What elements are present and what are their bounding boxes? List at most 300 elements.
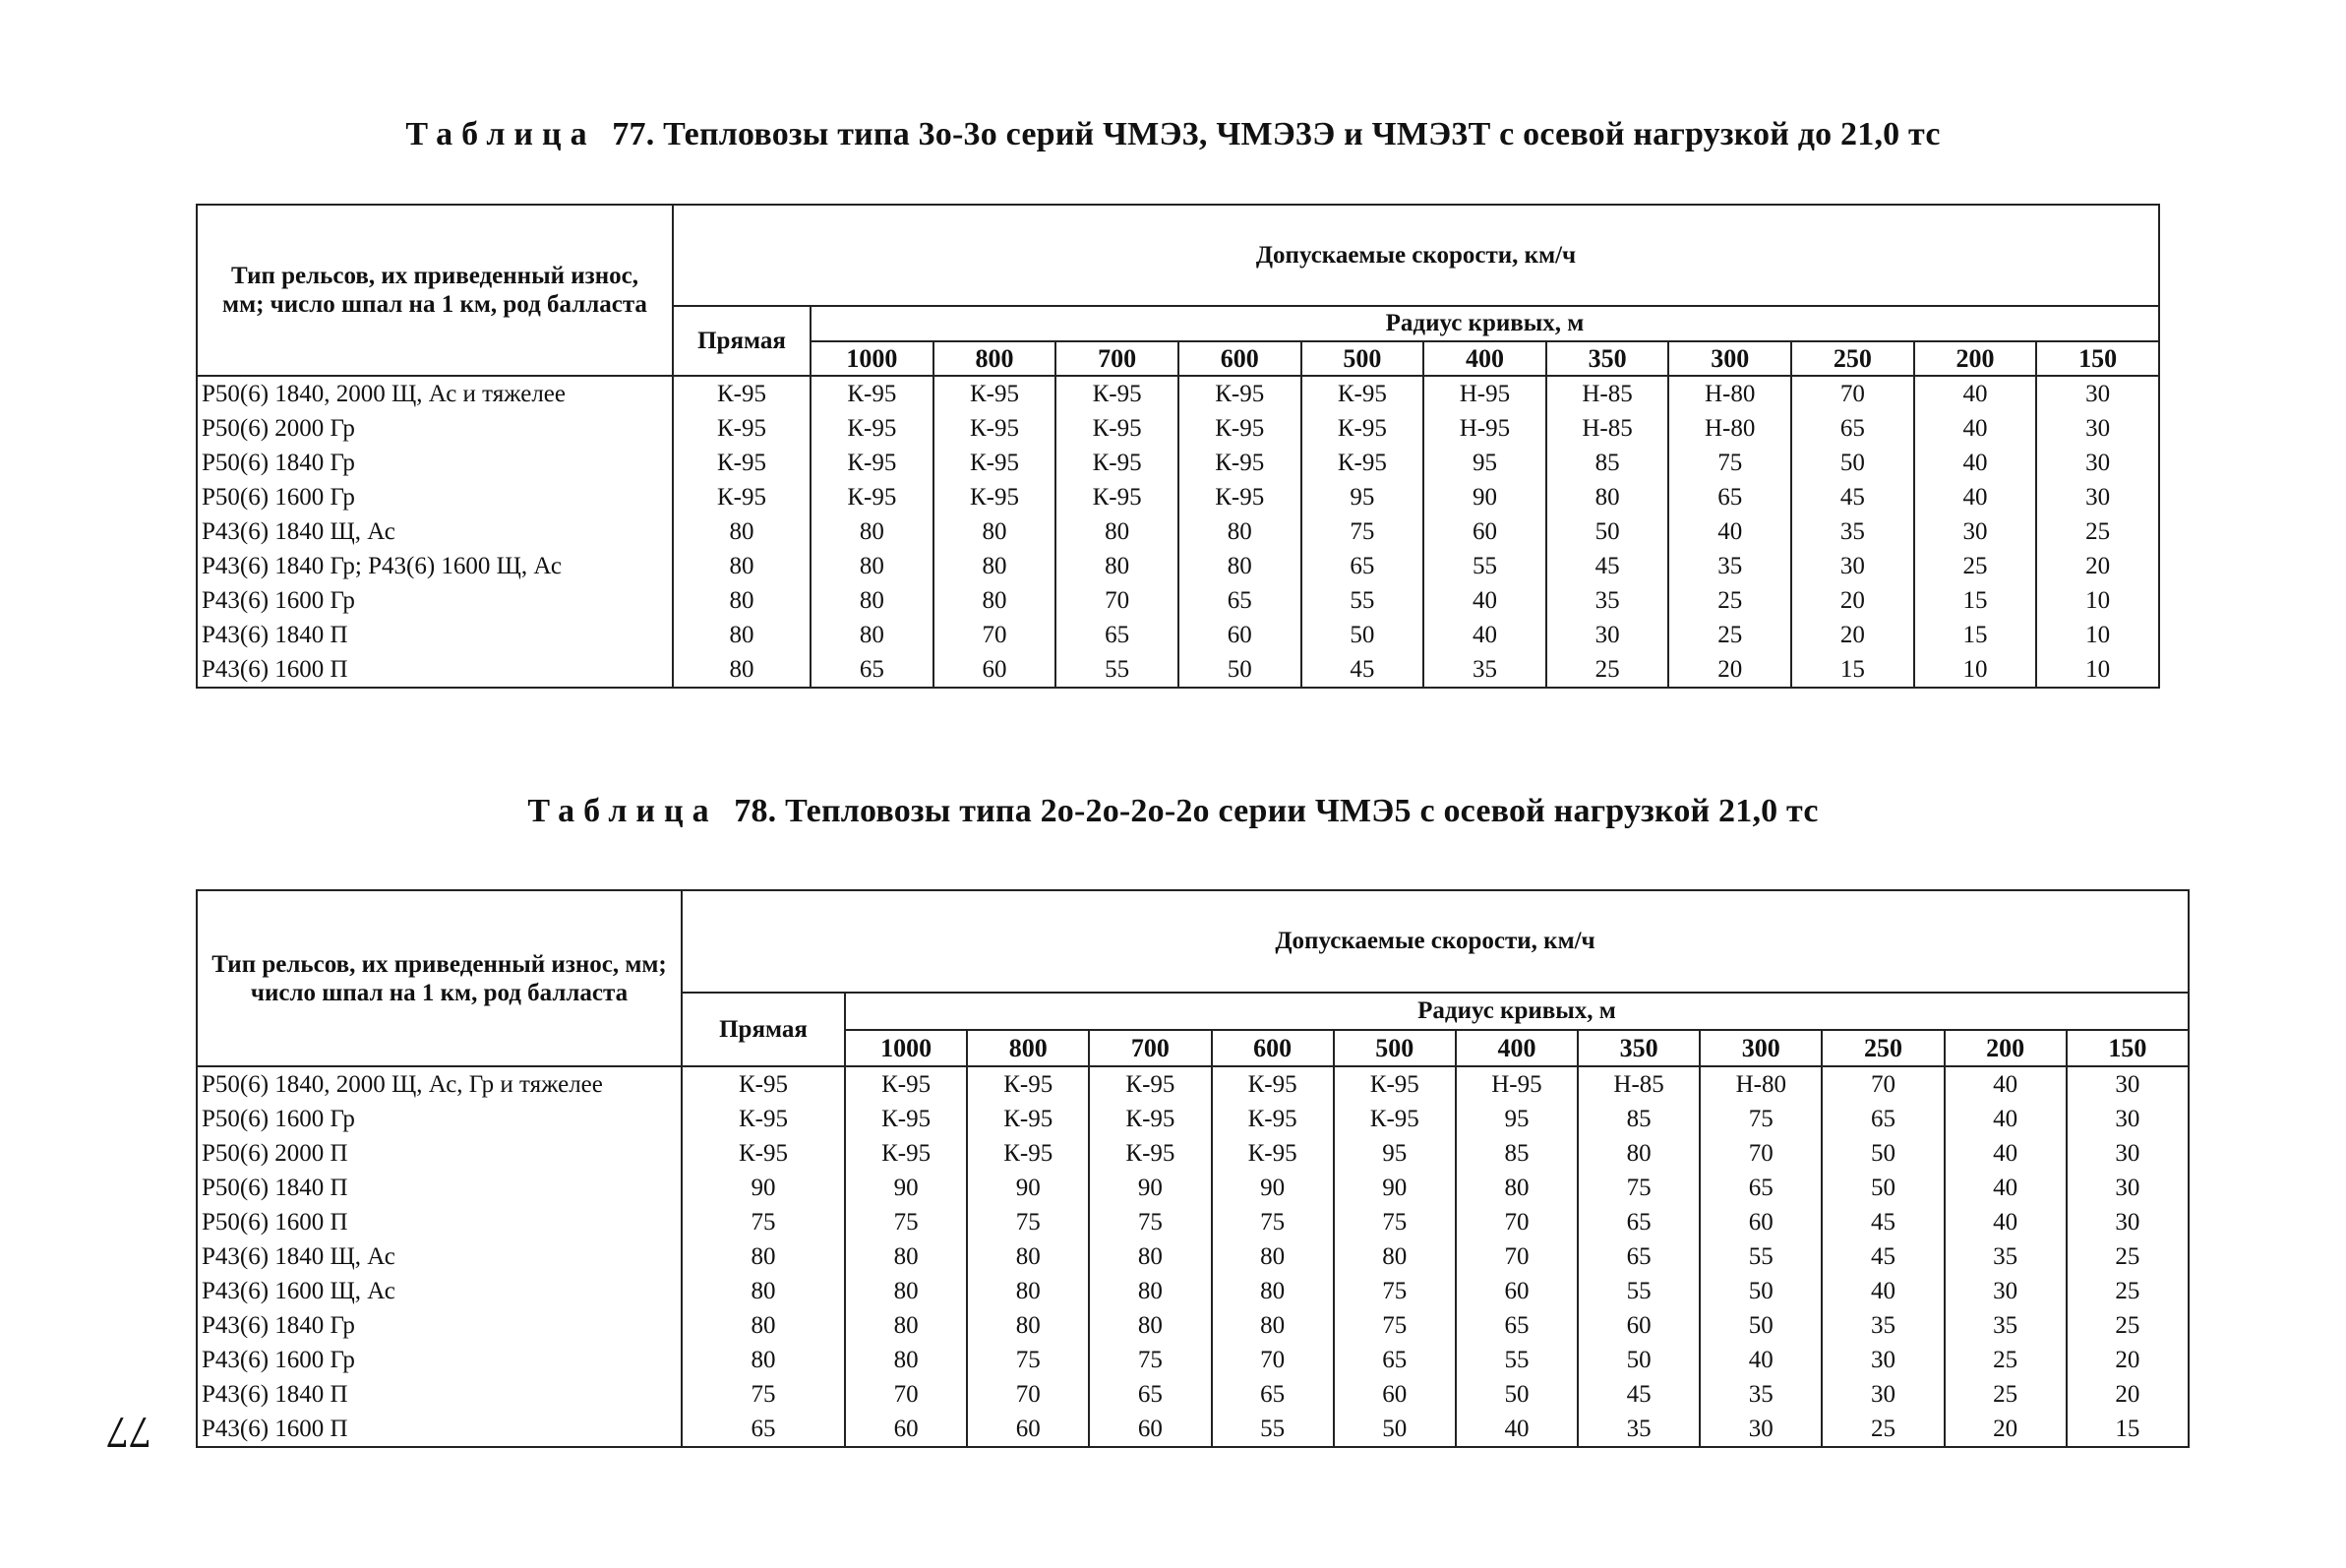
- curve-speed-cell: 75: [1700, 1102, 1822, 1136]
- rail-type-cell: Р43(6) 1840 Гр; Р43(6) 1600 Щ, Ас: [197, 549, 673, 583]
- caption-text: 78. Тепловозы типа 2о-2о-2о-2о серии ЧМЭ5 с осевой нагрузкой 21,0 тс: [734, 793, 1819, 829]
- radius-value: 400: [1423, 341, 1546, 376]
- curve-speed-cell: 35: [1945, 1308, 2067, 1343]
- curve-speed-cell: 80: [967, 1308, 1089, 1343]
- curve-speed-cell: 40: [1914, 376, 2037, 411]
- table-row: [197, 1308, 2189, 1343]
- curve-speed-cell: 95: [1334, 1136, 1456, 1171]
- curve-speed-cell: 70: [1822, 1066, 1944, 1102]
- curve-speed-cell: 30: [2036, 376, 2159, 411]
- straight-speed-cell: 80: [682, 1239, 845, 1274]
- rail-type-cell: Р50(6) 1600 П: [197, 1205, 682, 1239]
- curve-speed-cell: 80: [1089, 1274, 1211, 1308]
- caption-label: Таблица: [527, 793, 718, 829]
- table-row: [197, 1274, 2189, 1308]
- rail-type-cell: Р50(6) 2000 Гр: [197, 411, 673, 446]
- curve-speed-cell: 80: [1334, 1239, 1456, 1274]
- curve-speed-cell: 85: [1578, 1102, 1700, 1136]
- curve-speed-cell: 65: [1334, 1343, 1456, 1377]
- curve-speed-cell: 70: [1456, 1205, 1578, 1239]
- curve-speed-cell: 55: [1212, 1412, 1334, 1447]
- curve-speed-cell: 80: [811, 583, 933, 618]
- rail-type-cell: Р43(6) 1840 П: [197, 1377, 682, 1412]
- curve-speed-cell: 65: [811, 652, 933, 688]
- curve-speed-cell: 50: [1791, 446, 1914, 480]
- rail-type-cell: Р50(6) 1600 Гр: [197, 480, 673, 514]
- curve-speed-cell: 30: [1546, 618, 1669, 652]
- table-row: [197, 1102, 2189, 1136]
- rail-type-cell: Р43(6) 1600 Щ, Ас: [197, 1274, 682, 1308]
- curve-speed-cell: 60: [845, 1412, 967, 1447]
- allowed-speeds-header: Допускаемые скорости, км/ч: [682, 890, 2189, 993]
- table-row: [197, 618, 2159, 652]
- curve-speed-cell: 85: [1546, 446, 1669, 480]
- curve-speed-cell: 20: [1945, 1412, 2067, 1447]
- table-row: [197, 514, 2159, 549]
- curve-speed-cell: К-95: [1178, 411, 1301, 446]
- curve-speed-cell: К-95: [933, 446, 1056, 480]
- curve-speed-cell: 75: [845, 1205, 967, 1239]
- radius-value: 400: [1456, 1030, 1578, 1066]
- curve-speed-cell: 85: [1456, 1136, 1578, 1171]
- table-row: [197, 1412, 2189, 1447]
- curve-speed-cell: 65: [1578, 1205, 1700, 1239]
- curve-speed-cell: 80: [845, 1239, 967, 1274]
- curve-speed-cell: 30: [2036, 480, 2159, 514]
- curve-speed-cell: К-95: [1301, 446, 1424, 480]
- curve-speed-cell: Н-95: [1456, 1066, 1578, 1102]
- straight-speed-cell: 80: [682, 1343, 845, 1377]
- curve-speed-cell: 40: [1945, 1205, 2067, 1239]
- curve-speed-cell: К-95: [1334, 1102, 1456, 1136]
- curve-speed-cell: 50: [1822, 1136, 1944, 1171]
- curve-speed-cell: К-95: [1055, 376, 1178, 411]
- curve-speed-cell: 30: [2067, 1066, 2189, 1102]
- table-row: [197, 652, 2159, 688]
- curve-speed-cell: 40: [1945, 1066, 2067, 1102]
- curve-speed-cell: К-95: [1334, 1066, 1456, 1102]
- curve-speed-cell: 30: [1822, 1377, 1944, 1412]
- curve-speed-cell: К-95: [1055, 446, 1178, 480]
- curve-speed-cell: 80: [1578, 1136, 1700, 1171]
- straight-speed-cell: 80: [673, 549, 811, 583]
- rail-type-cell: Р43(6) 1600 Гр: [197, 1343, 682, 1377]
- curve-speed-cell: 75: [1334, 1308, 1456, 1343]
- curve-speed-cell: 80: [1456, 1171, 1578, 1205]
- curve-speed-cell: 35: [1668, 549, 1791, 583]
- curve-speed-cell: К-95: [845, 1102, 967, 1136]
- radius-value: 600: [1212, 1030, 1334, 1066]
- curve-speed-cell: 75: [1578, 1171, 1700, 1205]
- straight-speed-cell: К-95: [673, 480, 811, 514]
- curve-speed-cell: 30: [1700, 1412, 1822, 1447]
- curve-speed-cell: 65: [1822, 1102, 1944, 1136]
- rail-type-header: Тип рельсов, их приведенный износ, мм; число шпал на 1 км, род балласта: [197, 205, 673, 376]
- curve-speed-cell: 25: [1546, 652, 1669, 688]
- curve-speed-cell: 30: [2067, 1136, 2189, 1171]
- curve-speed-cell: 80: [967, 1274, 1089, 1308]
- curve-speed-cell: 75: [1334, 1205, 1456, 1239]
- radius-value: 800: [967, 1030, 1089, 1066]
- curve-speed-cell: 45: [1578, 1377, 1700, 1412]
- curve-speed-cell: 60: [1456, 1274, 1578, 1308]
- curve-speed-cell: 65: [1668, 480, 1791, 514]
- curve-speed-cell: 90: [845, 1171, 967, 1205]
- radius-value: 700: [1089, 1030, 1211, 1066]
- straight-speed-cell: 80: [673, 652, 811, 688]
- curve-speed-cell: 80: [1212, 1274, 1334, 1308]
- radius-value: 150: [2067, 1030, 2189, 1066]
- table-row: [197, 1171, 2189, 1205]
- table-row: [197, 1239, 2189, 1274]
- curve-speed-cell: 65: [1055, 618, 1178, 652]
- table-77-caption: [0, 116, 2346, 153]
- curve-speed-cell: 40: [1945, 1102, 2067, 1136]
- curve-speed-cell: 15: [1914, 583, 2037, 618]
- radius-value: 1000: [845, 1030, 967, 1066]
- curve-speed-cell: 45: [1822, 1205, 1944, 1239]
- caption-label: Таблица: [405, 116, 596, 152]
- curve-speed-cell: Н-95: [1423, 411, 1546, 446]
- curve-speed-cell: 95: [1423, 446, 1546, 480]
- curve-speed-cell: 65: [1578, 1239, 1700, 1274]
- curve-speed-cell: К-95: [1178, 376, 1301, 411]
- straight-speed-cell: 80: [673, 514, 811, 549]
- curve-speed-cell: 45: [1822, 1239, 1944, 1274]
- curve-speed-cell: 70: [967, 1377, 1089, 1412]
- curve-speed-cell: Н-95: [1423, 376, 1546, 411]
- table-row: [197, 376, 2159, 411]
- rail-type-cell: Р43(6) 1840 Щ, Ас: [197, 1239, 682, 1274]
- radius-value: 700: [1055, 341, 1178, 376]
- curve-speed-cell: К-95: [1301, 376, 1424, 411]
- radius-value: 350: [1578, 1030, 1700, 1066]
- curve-speed-cell: 30: [2067, 1171, 2189, 1205]
- straight-speed-cell: К-95: [682, 1102, 845, 1136]
- curve-speed-cell: К-95: [811, 480, 933, 514]
- curve-speed-cell: 20: [2036, 549, 2159, 583]
- curve-speed-cell: 70: [1212, 1343, 1334, 1377]
- curve-speed-cell: 30: [2067, 1205, 2189, 1239]
- page-number: 77: [106, 1408, 151, 1458]
- curve-speed-cell: К-95: [933, 411, 1056, 446]
- curve-speed-cell: 30: [1822, 1343, 1944, 1377]
- straight-speed-cell: 80: [673, 618, 811, 652]
- table-row: [197, 1377, 2189, 1412]
- curve-speed-cell: 70: [933, 618, 1056, 652]
- table-row: [197, 1066, 2189, 1102]
- curve-speed-cell: 75: [1212, 1205, 1334, 1239]
- table-row: [197, 1343, 2189, 1377]
- rail-type-cell: Р50(6) 1840, 2000 Щ, Ас, Гр и тяжелее: [197, 1066, 682, 1102]
- curve-speed-cell: К-95: [1089, 1136, 1211, 1171]
- rail-type-cell: Р50(6) 1840, 2000 Щ, Ас и тяжелее: [197, 376, 673, 411]
- straight-speed-cell: 80: [682, 1308, 845, 1343]
- curve-speed-cell: К-95: [1178, 480, 1301, 514]
- rail-type-cell: Р50(6) 1600 Гр: [197, 1102, 682, 1136]
- radius-value: 500: [1334, 1030, 1456, 1066]
- curve-speed-cell: К-95: [933, 376, 1056, 411]
- curve-speed-cell: 80: [811, 549, 933, 583]
- curve-speed-cell: 10: [2036, 652, 2159, 688]
- curve-speed-cell: 80: [1178, 514, 1301, 549]
- rail-type-cell: Р43(6) 1600 П: [197, 1412, 682, 1447]
- curve-speed-cell: 60: [1178, 618, 1301, 652]
- radius-value: 1000: [811, 341, 933, 376]
- rail-type-cell: Р50(6) 1840 П: [197, 1171, 682, 1205]
- curve-speed-cell: 50: [1456, 1377, 1578, 1412]
- curve-speed-cell: 25: [1945, 1343, 2067, 1377]
- curve-speed-cell: 90: [967, 1171, 1089, 1205]
- curve-speed-cell: 75: [1089, 1343, 1211, 1377]
- straight-speed-cell: 75: [682, 1377, 845, 1412]
- curve-speed-cell: 15: [2067, 1412, 2189, 1447]
- allowed-speeds-header: Допускаемые скорости, км/ч: [673, 205, 2159, 306]
- radius-value: 800: [933, 341, 1056, 376]
- curve-speed-cell: Н-85: [1546, 411, 1669, 446]
- curve-speed-cell: К-95: [1212, 1136, 1334, 1171]
- curve-speed-cell: К-95: [967, 1136, 1089, 1171]
- curve-speed-cell: 50: [1301, 618, 1424, 652]
- curve-speed-cell: К-95: [845, 1136, 967, 1171]
- curve-speed-cell: 65: [1178, 583, 1301, 618]
- curve-speed-cell: К-95: [1055, 480, 1178, 514]
- straight-speed-cell: 90: [682, 1171, 845, 1205]
- curve-speed-cell: 80: [845, 1308, 967, 1343]
- curve-speed-cell: 35: [1791, 514, 1914, 549]
- curve-speed-cell: 40: [1423, 583, 1546, 618]
- curve-speed-cell: К-95: [1212, 1066, 1334, 1102]
- curve-speed-cell: 60: [1334, 1377, 1456, 1412]
- speed-table-77: [196, 204, 2160, 689]
- rail-type-cell: Р43(6) 1600 Гр: [197, 583, 673, 618]
- curve-speed-cell: 55: [1700, 1239, 1822, 1274]
- straight-speed-cell: 65: [682, 1412, 845, 1447]
- speed-table-78: [196, 889, 2190, 1448]
- curve-speed-cell: 30: [1914, 514, 2037, 549]
- curve-speed-cell: К-95: [1212, 1102, 1334, 1136]
- table-78-caption: [0, 793, 2346, 830]
- curve-speed-cell: 80: [811, 514, 933, 549]
- rail-type-header: Тип рельсов, их приведенный износ, мм; число шпал на 1 км, род балласта: [197, 890, 682, 1066]
- curve-speed-cell: 35: [1700, 1377, 1822, 1412]
- table-row: [197, 480, 2159, 514]
- curve-speed-cell: 50: [1178, 652, 1301, 688]
- curve-speed-cell: 65: [1456, 1308, 1578, 1343]
- curve-speed-cell: 75: [967, 1343, 1089, 1377]
- curve-speed-cell: 45: [1301, 652, 1424, 688]
- curve-speed-cell: 50: [1700, 1308, 1822, 1343]
- curve-speed-cell: 50: [1578, 1343, 1700, 1377]
- curve-speed-cell: 50: [1700, 1274, 1822, 1308]
- curve-speed-cell: К-95: [1089, 1102, 1211, 1136]
- curve-speed-cell: 25: [2067, 1239, 2189, 1274]
- curve-speed-cell: 80: [1212, 1308, 1334, 1343]
- curve-speed-cell: К-95: [811, 446, 933, 480]
- curve-speed-cell: К-95: [1178, 446, 1301, 480]
- curve-speed-cell: 55: [1456, 1343, 1578, 1377]
- table-body: [197, 1066, 2189, 1447]
- rail-type-cell: Р50(6) 1840 Гр: [197, 446, 673, 480]
- curve-speed-cell: 70: [845, 1377, 967, 1412]
- curve-speed-cell: 35: [1546, 583, 1669, 618]
- straight-speed-cell: К-95: [673, 411, 811, 446]
- curve-speed-cell: 50: [1334, 1412, 1456, 1447]
- curve-speed-cell: 80: [1546, 480, 1669, 514]
- curve-radius-header: Радиус кривых, м: [845, 993, 2189, 1030]
- table-row: [197, 1205, 2189, 1239]
- curve-speed-cell: 40: [1914, 411, 2037, 446]
- curve-speed-cell: 80: [845, 1274, 967, 1308]
- curve-speed-cell: 80: [811, 618, 933, 652]
- curve-speed-cell: 75: [967, 1205, 1089, 1239]
- radius-value: 200: [1914, 341, 2037, 376]
- curve-speed-cell: 80: [1089, 1239, 1211, 1274]
- curve-speed-cell: 70: [1791, 376, 1914, 411]
- curve-speed-cell: 90: [1212, 1171, 1334, 1205]
- curve-speed-cell: 80: [967, 1239, 1089, 1274]
- radius-value: 200: [1945, 1030, 2067, 1066]
- curve-speed-cell: 80: [845, 1343, 967, 1377]
- curve-speed-cell: К-95: [933, 480, 1056, 514]
- curve-speed-cell: 50: [1546, 514, 1669, 549]
- curve-speed-cell: Н-85: [1578, 1066, 1700, 1102]
- curve-speed-cell: 35: [1578, 1412, 1700, 1447]
- curve-speed-cell: 20: [2067, 1377, 2189, 1412]
- curve-speed-cell: 80: [1178, 549, 1301, 583]
- straight-speed-cell: 75: [682, 1205, 845, 1239]
- curve-speed-cell: 70: [1700, 1136, 1822, 1171]
- curve-speed-cell: 40: [1700, 1343, 1822, 1377]
- curve-speed-cell: 60: [1423, 514, 1546, 549]
- curve-speed-cell: 15: [1914, 618, 2037, 652]
- curve-speed-cell: 45: [1546, 549, 1669, 583]
- curve-speed-cell: 25: [2067, 1274, 2189, 1308]
- curve-speed-cell: К-95: [811, 411, 933, 446]
- curve-speed-cell: 60: [967, 1412, 1089, 1447]
- curve-speed-cell: Н-80: [1668, 411, 1791, 446]
- radius-value: 500: [1301, 341, 1424, 376]
- radius-value: 250: [1822, 1030, 1944, 1066]
- curve-speed-cell: 10: [2036, 583, 2159, 618]
- curve-speed-cell: 55: [1578, 1274, 1700, 1308]
- curve-speed-cell: 80: [933, 514, 1056, 549]
- straight-speed-cell: К-95: [673, 446, 811, 480]
- straight-speed-cell: К-95: [673, 376, 811, 411]
- curve-speed-cell: 20: [1791, 618, 1914, 652]
- curve-speed-cell: 70: [1456, 1239, 1578, 1274]
- curve-speed-cell: 30: [1791, 549, 1914, 583]
- radius-value: 250: [1791, 341, 1914, 376]
- curve-speed-cell: 65: [1791, 411, 1914, 446]
- curve-speed-cell: 20: [2067, 1343, 2189, 1377]
- curve-speed-cell: 90: [1334, 1171, 1456, 1205]
- curve-speed-cell: 25: [2036, 514, 2159, 549]
- curve-speed-cell: К-95: [967, 1066, 1089, 1102]
- curve-speed-cell: 55: [1423, 549, 1546, 583]
- curve-speed-cell: 35: [1945, 1239, 2067, 1274]
- curve-speed-cell: 20: [1791, 583, 1914, 618]
- curve-speed-cell: 40: [1945, 1136, 2067, 1171]
- curve-speed-cell: 80: [933, 549, 1056, 583]
- curve-speed-cell: 60: [1700, 1205, 1822, 1239]
- curve-speed-cell: Н-85: [1546, 376, 1669, 411]
- curve-speed-cell: 95: [1301, 480, 1424, 514]
- curve-speed-cell: 75: [1668, 446, 1791, 480]
- straight-header: Прямая: [673, 306, 811, 376]
- curve-speed-cell: 40: [1423, 618, 1546, 652]
- straight-speed-cell: К-95: [682, 1136, 845, 1171]
- curve-speed-cell: 75: [1089, 1205, 1211, 1239]
- curve-speed-cell: 65: [1089, 1377, 1211, 1412]
- curve-speed-cell: 10: [1914, 652, 2037, 688]
- curve-speed-cell: 65: [1212, 1377, 1334, 1412]
- curve-speed-cell: Н-80: [1700, 1066, 1822, 1102]
- curve-speed-cell: 25: [1914, 549, 2037, 583]
- curve-speed-cell: 25: [1668, 583, 1791, 618]
- curve-speed-cell: 30: [2067, 1102, 2189, 1136]
- curve-speed-cell: 25: [1945, 1377, 2067, 1412]
- radius-value: 150: [2036, 341, 2159, 376]
- radius-value: 300: [1700, 1030, 1822, 1066]
- curve-speed-cell: 80: [1055, 514, 1178, 549]
- table-row: [197, 583, 2159, 618]
- curve-speed-cell: 80: [933, 583, 1056, 618]
- curve-speed-cell: К-95: [811, 376, 933, 411]
- table-row: [197, 446, 2159, 480]
- curve-speed-cell: К-95: [1055, 411, 1178, 446]
- curve-speed-cell: 40: [1668, 514, 1791, 549]
- curve-speed-cell: К-95: [1089, 1066, 1211, 1102]
- caption-text: 77. Тепловозы типа 3о-3о серий ЧМЭ3, ЧМЭ3Э и ЧМЭ3Т с осевой нагрузкой до 21,0 тс: [612, 116, 1941, 152]
- rail-type-cell: Р43(6) 1840 П: [197, 618, 673, 652]
- straight-speed-cell: К-95: [682, 1066, 845, 1102]
- curve-speed-cell: 80: [1212, 1239, 1334, 1274]
- curve-speed-cell: 90: [1089, 1171, 1211, 1205]
- curve-speed-cell: 50: [1822, 1171, 1944, 1205]
- curve-speed-cell: 55: [1055, 652, 1178, 688]
- curve-radius-header: Радиус кривых, м: [811, 306, 2159, 341]
- table-row: [197, 411, 2159, 446]
- curve-speed-cell: 15: [1791, 652, 1914, 688]
- curve-speed-cell: 90: [1423, 480, 1546, 514]
- curve-speed-cell: 65: [1301, 549, 1424, 583]
- curve-speed-cell: 10: [2036, 618, 2159, 652]
- curve-speed-cell: 20: [1668, 652, 1791, 688]
- rail-type-cell: Р50(6) 2000 П: [197, 1136, 682, 1171]
- curve-speed-cell: 30: [1945, 1274, 2067, 1308]
- curve-speed-cell: 40: [1456, 1412, 1578, 1447]
- curve-speed-cell: 60: [1578, 1308, 1700, 1343]
- curve-speed-cell: К-95: [1301, 411, 1424, 446]
- curve-speed-cell: 70: [1055, 583, 1178, 618]
- table-row: [197, 1136, 2189, 1171]
- curve-speed-cell: 80: [1055, 549, 1178, 583]
- curve-speed-cell: 40: [1822, 1274, 1944, 1308]
- curve-speed-cell: 60: [933, 652, 1056, 688]
- curve-speed-cell: Н-80: [1668, 376, 1791, 411]
- curve-speed-cell: 30: [2036, 446, 2159, 480]
- straight-header: Прямая: [682, 993, 845, 1066]
- curve-speed-cell: К-95: [967, 1102, 1089, 1136]
- radius-value: 600: [1178, 341, 1301, 376]
- curve-speed-cell: 55: [1301, 583, 1424, 618]
- radius-value: 300: [1668, 341, 1791, 376]
- curve-speed-cell: К-95: [845, 1066, 967, 1102]
- curve-speed-cell: 40: [1945, 1171, 2067, 1205]
- curve-speed-cell: 45: [1791, 480, 1914, 514]
- curve-speed-cell: 40: [1914, 480, 2037, 514]
